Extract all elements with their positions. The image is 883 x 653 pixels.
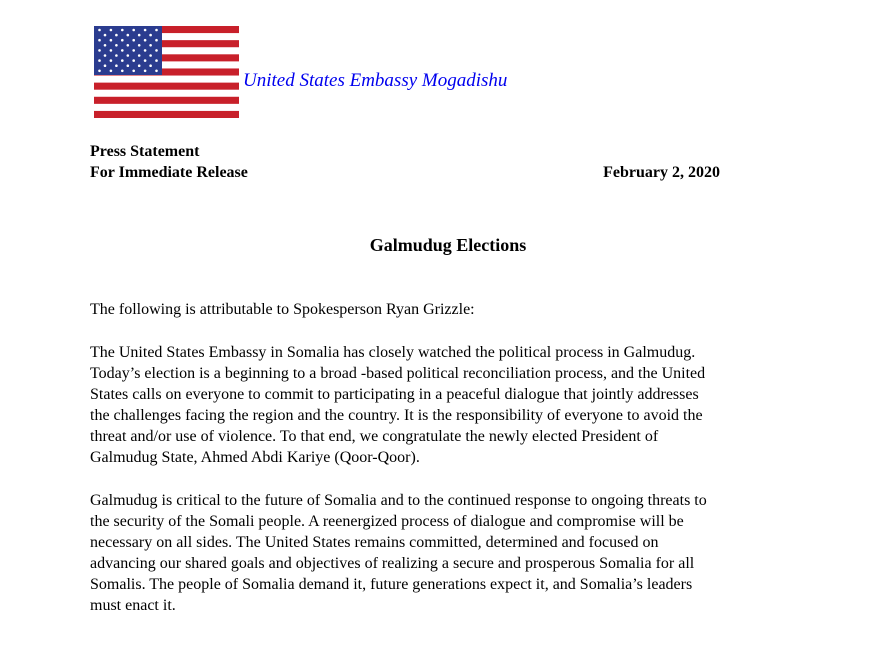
flag-star [121, 49, 124, 52]
paragraph-line: threat and/or use of violence. To that end, we congratulate the newly elected President of [90, 428, 659, 445]
paragraph-line: the security of the Somali people. A reenergized process of dialogue and compromise will be [90, 513, 684, 530]
flag-star [149, 64, 152, 67]
paragraph-line: advancing our shared goals and objectives of realizing a secure and prosperous Somalia for all [90, 555, 695, 572]
paragraph-line: Galmudug is critical to the future of Somalia and to the continued response to ongoing threats to [90, 492, 707, 509]
flag-star [132, 49, 135, 52]
flag-star [138, 54, 141, 57]
flag-star [132, 59, 135, 62]
paragraph-line: States calls on everyone to commit to participating in a peaceful dialogue that jointly addresses [90, 386, 699, 403]
flag-star [104, 44, 107, 47]
flag-star [115, 64, 118, 67]
flag-star [149, 44, 152, 47]
paragraph-line: The United States Embassy in Somalia has closely watched the political process in Galmudug. [90, 344, 696, 361]
flag-star [98, 29, 101, 32]
flag-star [132, 70, 135, 73]
flag-star [98, 39, 101, 42]
paragraph-line: the challenges facing the region and the country. It is the responsibility of everyone to avoid the [90, 407, 703, 424]
embassy-name: United States Embassy Mogadishu [243, 70, 508, 91]
flag-stripe [94, 97, 239, 104]
flag-star [115, 44, 118, 47]
statement-type: Press Statement [90, 143, 200, 160]
paragraph-line: Galmudug State, Ahmed Abdi Kariye (Qoor-Qoor). [90, 449, 420, 466]
flag-star [155, 39, 158, 42]
statement-title: Galmudug Elections [369, 235, 527, 255]
body-paragraph-2 [90, 490, 830, 616]
release-date: February 2, 2020 [603, 164, 720, 181]
flag-star [98, 70, 101, 73]
flag-star [127, 64, 130, 67]
flag-star [138, 64, 141, 67]
release-label: For Immediate Release [90, 164, 248, 181]
flag-star [138, 34, 141, 37]
flag-star [121, 29, 124, 32]
press-header [90, 141, 720, 183]
flag-star [132, 29, 135, 32]
flag-star [132, 39, 135, 42]
flag-star [127, 34, 130, 37]
flag-star [144, 29, 147, 32]
flag-star [104, 34, 107, 37]
flag-stripe [94, 111, 239, 118]
flag-star [104, 54, 107, 57]
flag-star [110, 70, 113, 73]
flag-star [121, 70, 124, 73]
flag-star [115, 34, 118, 37]
flag-star [144, 59, 147, 62]
attribution-paragraph: The following is attributable to Spokesperson Ryan Grizzle: [90, 301, 475, 318]
flag-star [144, 70, 147, 73]
flag-star [155, 49, 158, 52]
flag-star [144, 49, 147, 52]
flag-star [115, 54, 118, 57]
flag-star [104, 64, 107, 67]
flag-star [110, 29, 113, 32]
paragraph-line: necessary on all sides. The United States remains committed, determined and focused on [90, 534, 659, 551]
flag-stripe [94, 83, 239, 90]
paragraph-line: Today’s election is a beginning to a broad -based political reconciliation process, and the United [90, 365, 706, 382]
flag-star [110, 49, 113, 52]
paragraph-line: Somalis. The people of Somalia demand it, future generations expect it, and Somalia’s leaders [90, 576, 693, 593]
flag-star [149, 54, 152, 57]
flag-star [127, 54, 130, 57]
flag-star [121, 59, 124, 62]
flag-canton [94, 26, 162, 75]
flag-star [138, 44, 141, 47]
flag-star [155, 70, 158, 73]
flag-star [98, 49, 101, 52]
flag-star [110, 59, 113, 62]
paragraph-line: must enact it. [90, 597, 176, 614]
flag-star [144, 39, 147, 42]
body-paragraph-1 [90, 342, 830, 468]
flag-star [155, 59, 158, 62]
flag-star [149, 34, 152, 37]
flag-star [121, 39, 124, 42]
flag-star [127, 44, 130, 47]
flag-star [98, 59, 101, 62]
us-flag-icon [94, 26, 239, 118]
flag-star [155, 29, 158, 32]
flag-star [110, 39, 113, 42]
